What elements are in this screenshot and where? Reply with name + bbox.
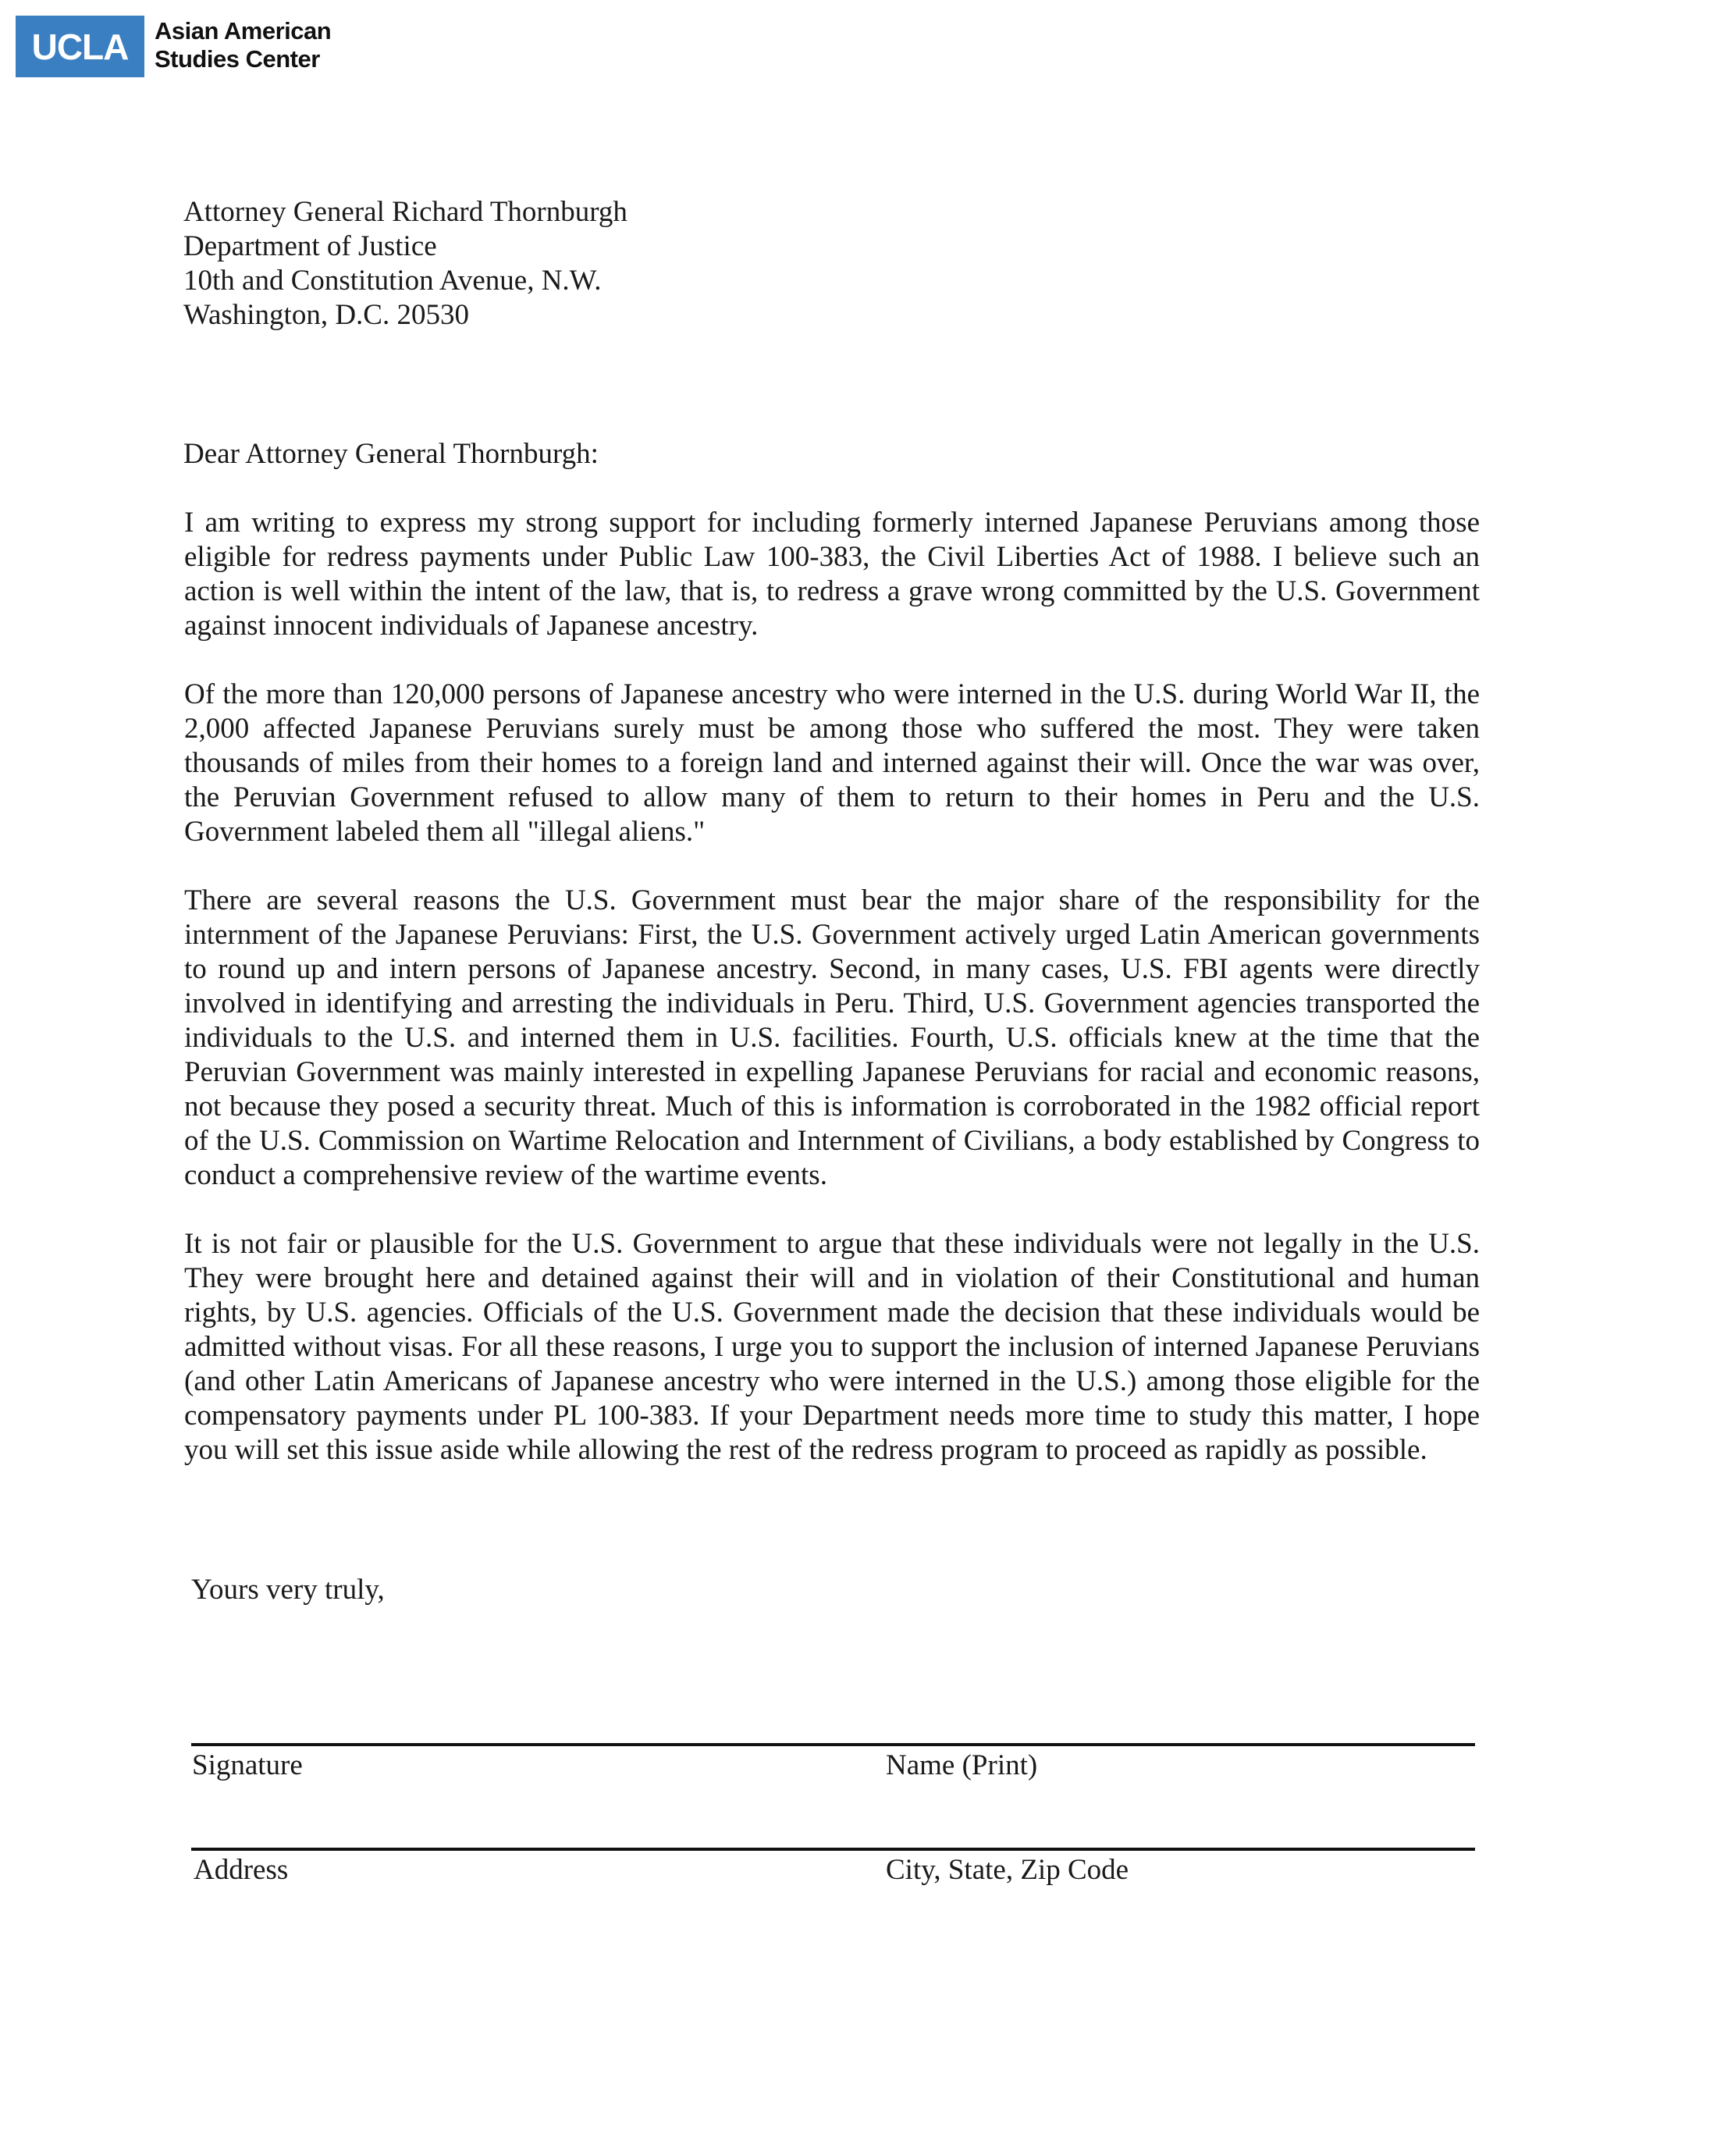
center-name [155, 17, 331, 73]
ucla-logo: UCLA [16, 16, 144, 77]
city-state-zip-label: City, State, Zip Code [886, 1854, 1129, 1886]
paragraph-4: It is not fair or plausible for the U.S. Government to argue that these individuals were not legally in the U.S. They were brought here and detained against their will and in violation of their Constitutional and human rights, by U.S. agencies. Officials of the U.S. Government made the decision that these individuals would be admitted without visas. For all these reasons, I urge you to support the inclusion of interned Japanese Peruvians (and other Latin Americans of Japanese ancestry who were interned in the U.S.) among those eligible for the compensatory payments under PL 100-383. If your Department needs more time to study this matter, I hope you will set this issue aside while allowing the rest of the redress program to proceed as rapidly as possible. [184, 1228, 1480, 1466]
paragraph-2: Of the more than 120,000 persons of Japanese ancestry who were interned in the U.S. during World War II, the 2,000 affected Japanese Peruvians surely must be among those who suffered the most. They were taken thousands of miles from their homes to a foreign land and interned against their will. Once the war was over, the Peruvian Government refused to allow many of them to return to their homes in Peru and the U.S. Government labeled them all "illegal aliens." [184, 678, 1480, 848]
signature-name-line[interactable] [191, 1743, 1475, 1746]
recipient-name: Attorney General Richard Thornburgh [183, 196, 627, 228]
letter-body [184, 506, 1480, 1502]
center-name-line2: Studies Center [155, 45, 320, 73]
recipient-department: Department of Justice [183, 230, 437, 262]
recipient-street: 10th and Constitution Avenue, N.W. [183, 265, 602, 297]
paragraph-1: I am writing to express my strong support for including formerly interned Japanese Peruvians among those eligible for redress payments under Public Law 100-383, the Civil Liberties Act of 1988. I believe such an action is well within the intent of the law, that is, to redress a grave wrong committed by the U.S. Government against innocent individuals of Japanese ancestry. [184, 507, 1480, 642]
signature-label: Signature [192, 1749, 303, 1781]
recipient-city: Washington, D.C. 20530 [183, 299, 469, 331]
paragraph-3: There are several reasons the U.S. Government must bear the major share of the responsibility for the internment of the Japanese Peruvians: First, the U.S. Government actively urged Latin American governments to round up and intern persons of Japanese ancestry. Second, in many cases, U.S. FBI agents were directly involved in identifying and arresting the individuals in Peru. Third, U.S. Government agencies transported the individuals to the U.S. and interned them in U.S. facilities. Fourth, U.S. officials knew at the time that the Peruvian Government was mainly interested in expelling Japanese Peruvians for racial and economic reasons, not because they posed a security threat. Much of this is information is corroborated in the 1982 official report of the U.S. Commission on Wartime Relocation and Internment of Civilians, a body established by Congress to conduct a comprehensive review of the wartime events. [184, 884, 1480, 1191]
name-print-label: Name (Print) [886, 1749, 1038, 1781]
salutation: Dear Attorney General Thornburgh: [183, 438, 599, 470]
address-city-line[interactable] [191, 1848, 1475, 1851]
center-name-line1: Asian American [155, 17, 332, 44]
recipient-address [183, 195, 627, 333]
closing: Yours very truly, [191, 1574, 385, 1606]
address-label: Address [194, 1854, 289, 1886]
